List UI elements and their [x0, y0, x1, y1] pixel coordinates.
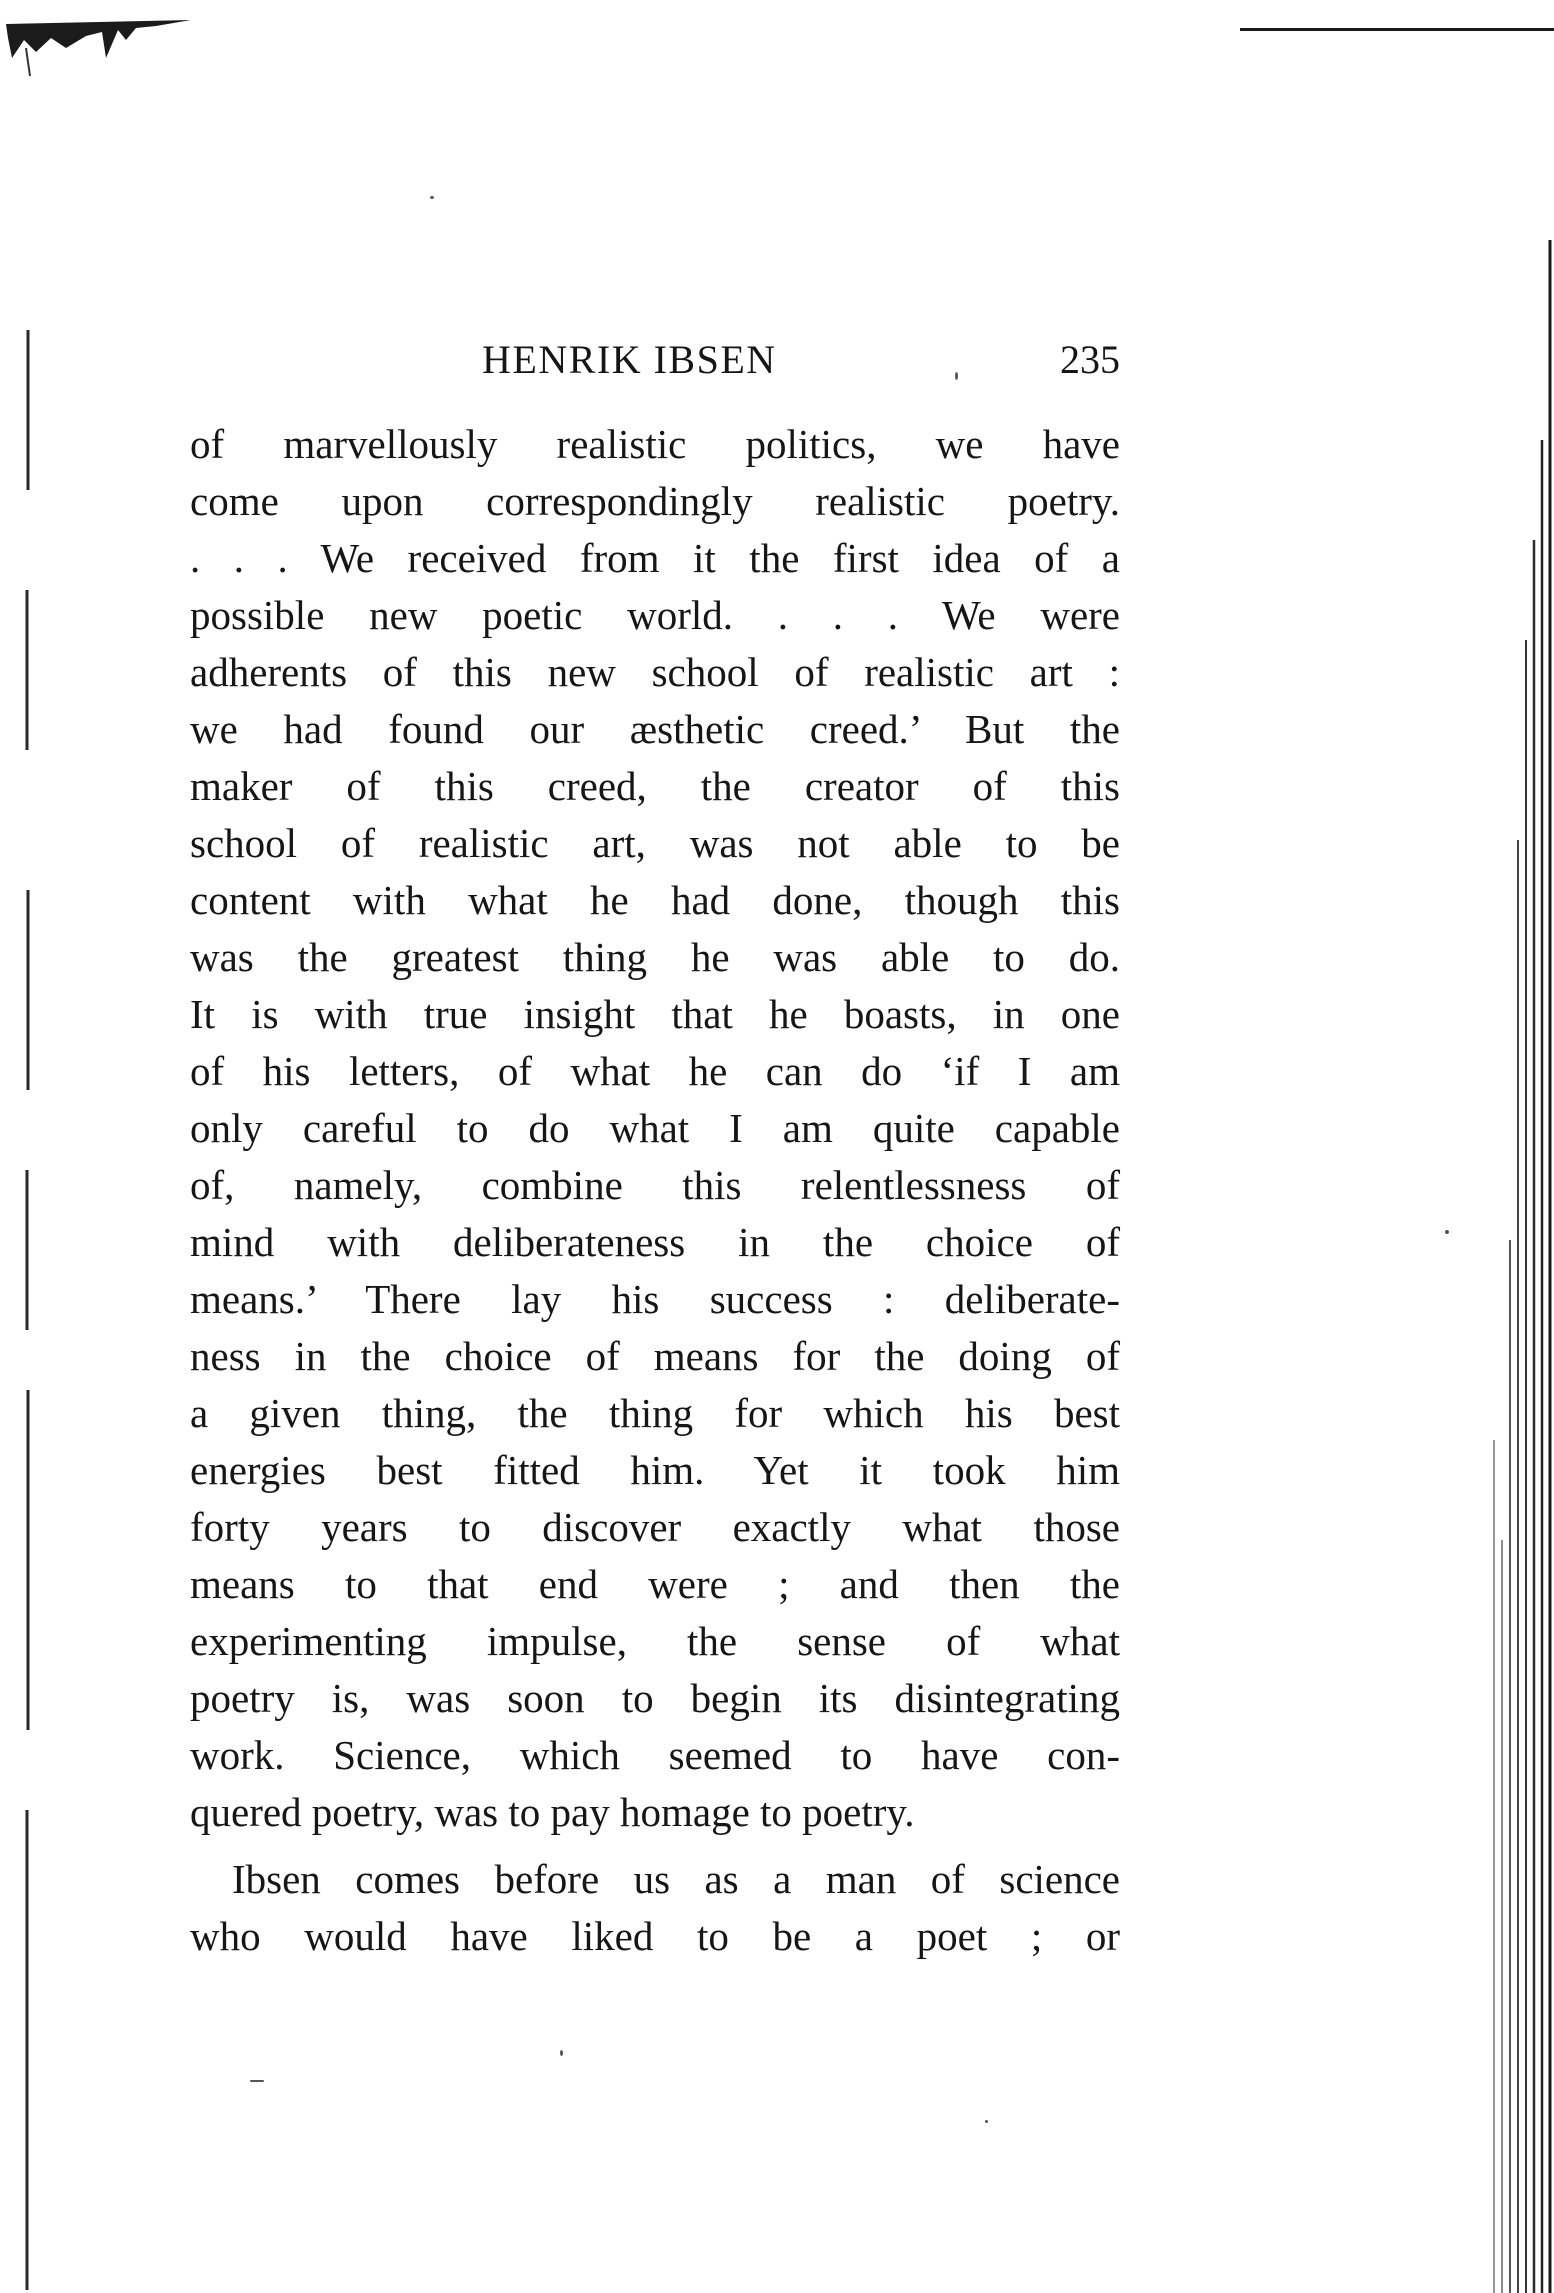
text-line: maker of this creed, the creator of this: [190, 763, 1120, 809]
text-line: possible new poetic world. . . . We were: [190, 592, 1120, 638]
text-line: experimenting impulse, the sense of what: [190, 1618, 1120, 1664]
running-title: HENRIK IBSEN: [482, 337, 777, 382]
text-line: It is with true insight that he boasts, in one: [190, 991, 1120, 1037]
text-line: quered poetry, was to pay homage to poetry.: [190, 1789, 915, 1835]
text-line: come upon correspondingly realistic poetry.: [190, 478, 1120, 524]
dust-speck: [560, 2050, 563, 2056]
text-line: means to that end were ; and then the: [190, 1561, 1120, 1607]
text-line: Ibsen comes before us as a man of science: [232, 1856, 1120, 1902]
top-right-rule-artifact: [1240, 28, 1554, 31]
text-line: of marvellously realistic politics, we have: [190, 421, 1120, 467]
dust-speck: [250, 2080, 264, 2082]
text-line: poetry is, was soon to begin its disintegrating: [190, 1675, 1120, 1721]
body-text: [190, 416, 1120, 1965]
text-line: of his letters, of what he can do ‘if I am: [190, 1048, 1120, 1094]
running-head: [190, 330, 1120, 390]
text-line: content with what he had done, though this: [190, 877, 1120, 923]
text-line: means.’ There lay his success : deliberate-: [190, 1276, 1120, 1322]
text-line: who would have liked to be a poet ; or: [190, 1913, 1120, 1959]
text-line: was the greatest thing he was able to do.: [190, 934, 1120, 980]
page-number: 235: [1060, 337, 1120, 382]
paragraph-gap: [190, 1841, 1120, 1851]
text-line: mind with deliberateness in the choice of: [190, 1219, 1120, 1265]
text-line: only careful to do what I am quite capable: [190, 1105, 1120, 1151]
dust-speck: [430, 196, 434, 199]
text-line: energies best fitted him. Yet it took him: [190, 1447, 1120, 1493]
left-edge-shadow: [24, 330, 32, 2290]
text-line: forty years to discover exactly what those: [190, 1504, 1120, 1550]
dust-speck: [1445, 1230, 1449, 1234]
dust-speck: [985, 2120, 988, 2123]
text-line: . . . We received from it the first idea of a: [190, 535, 1120, 581]
text-line: adherents of this new school of realistic art :: [190, 649, 1120, 695]
text-line: school of realistic art, was not able to be: [190, 820, 1120, 866]
text-line: of, namely, combine this relentlessness of: [190, 1162, 1120, 1208]
text-line: work. Science, which seemed to have con-: [190, 1732, 1120, 1778]
text-line: a given thing, the thing for which his best: [190, 1390, 1120, 1436]
text-line: we had found our æsthetic creed.’ But the: [190, 706, 1120, 752]
text-line: ness in the choice of means for the doing of: [190, 1333, 1120, 1379]
paragraph-1: [190, 416, 1120, 1841]
paragraph-2: [190, 1851, 1120, 1965]
ink-blot-corner-mark: [6, 18, 196, 78]
right-edge-page-stack: [1488, 240, 1554, 2293]
